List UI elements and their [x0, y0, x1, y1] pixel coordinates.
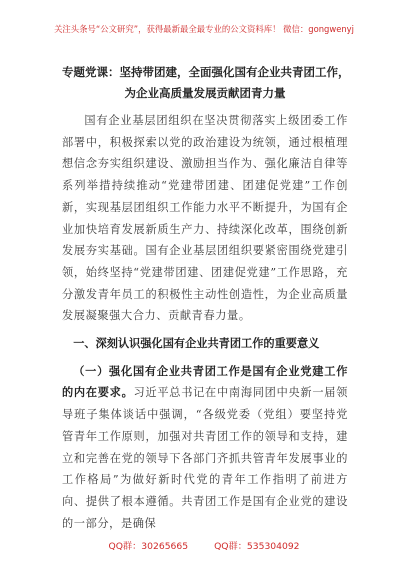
intro-paragraph: 国有企业基层团组织在坚决贯彻落实上级团委工作部署中，积极探索以党的政治建设为统领，通过根植理想信念夯实组织建设、激励担当作为、强化廉洁自律等系列举措持续推动“党建带团建、团建促党建”工作创新，实现基层团组织工作能力水平不断提升，为国有企业加快培育发展新质生产力、持续深化改革，围绕创新发展夯实基础。国有企业基层团组织要紧密围绕党建引领，始终坚持“党建带团建、团建促党建”工作思路，充分激发青年员工的积极性主动性创造性，为企业高质量发展凝聚强大合力、贡献青春力量。 — [62, 114, 348, 323]
footer-qq-1: QQ群：30265665 — [108, 541, 189, 552]
header-banner: 关注头条号“公文研究”，获得最新最全最专业的公文资料库！ 微信：gongwenyj — [54, 24, 354, 34]
document-title — [62, 62, 348, 104]
document-body — [62, 62, 348, 534]
section-heading-1: 一、深刻认识强化国有企业共青团工作的重要意义 — [73, 336, 320, 351]
footer-qq-2: QQ群：535304092 — [214, 541, 300, 552]
subsection-lead-1: （一）强化国有企业共青团工作是国有企业党建工作的内在要求。 — [62, 363, 348, 400]
title-line-1: 专题党课：坚持带团建，全面强化国有企业共青团工作， — [62, 65, 350, 79]
footer-contact — [0, 538, 408, 552]
title-line-2: 为企业高质量发展贡献团青力量 — [124, 86, 286, 100]
subsection-body-1: 习近平总书记在中南海同团中央新一届领导班子集体谈话中强调，“各级党委（党组）要坚持党管青年工作原则，加强对共青团工作的领导和支持，建立和完善在党的领导下各部门齐抓共管青年发展事业的工作格局”为做好新时代党的青年工作指明了前进方向、提供了根本遵循。共青团工作是国有企业党的建设的一部分，是确保 — [62, 386, 348, 530]
subsection-paragraph-1 — [62, 361, 348, 535]
